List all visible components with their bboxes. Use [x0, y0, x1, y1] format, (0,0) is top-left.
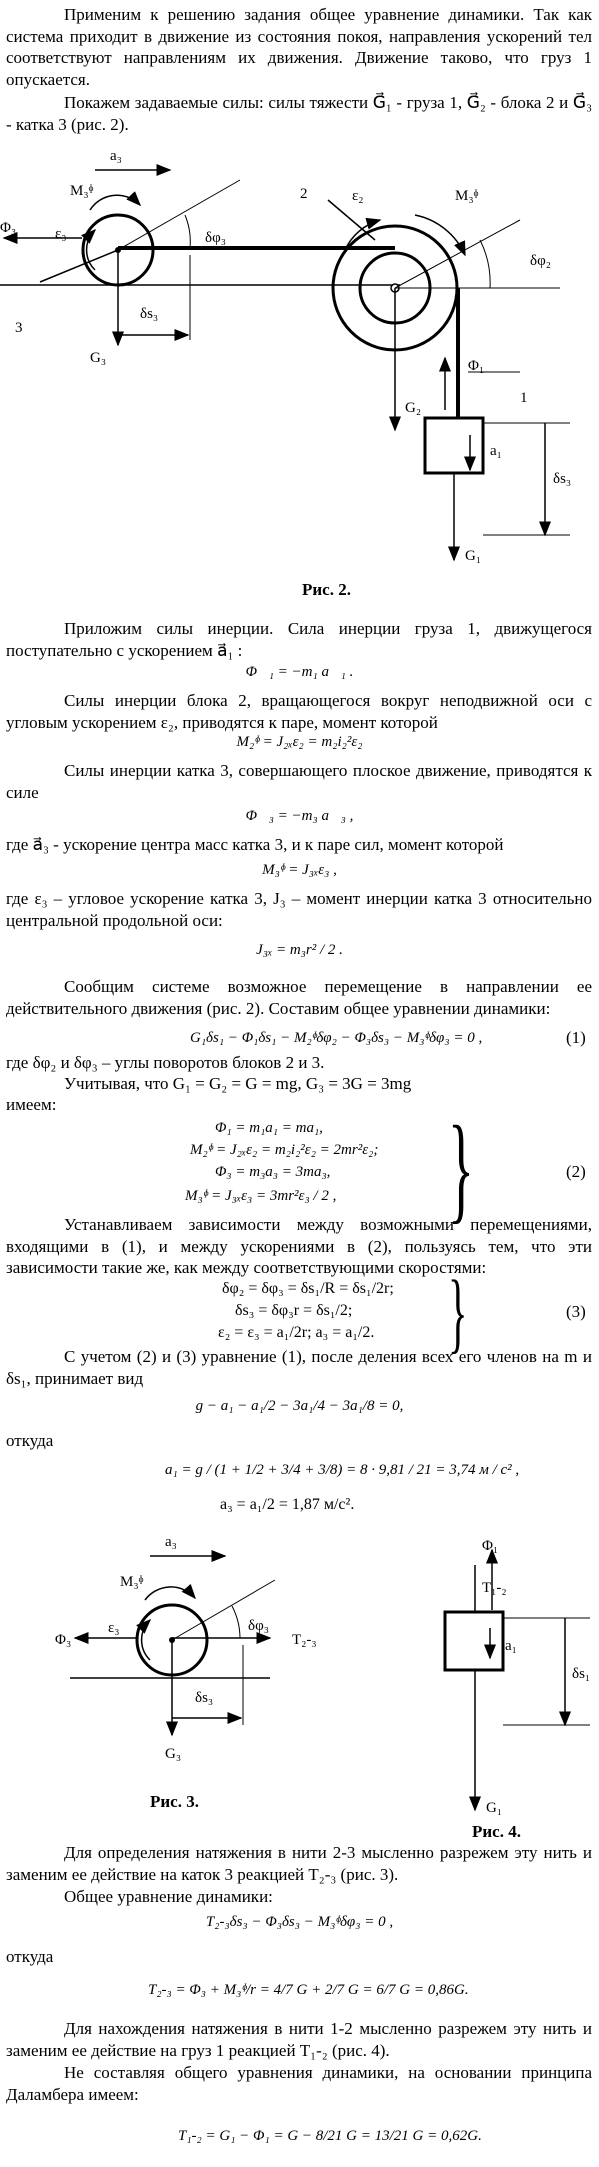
- label-ds1: δs₁: [572, 1666, 591, 1682]
- paragraph: Учитывая, что G₁ = G₂ = G = mg, G₃ = 3G = 3mg: [64, 1074, 412, 1093]
- kinematic-brace: }: [448, 1263, 468, 1362]
- paragraph: где δφ₂ и δφ₃ – углы поворотов блоков 2 и 3.: [6, 1053, 325, 1072]
- equation-reduced: g − a₁ − a₁/2 − 3a₁/4 − 3a₁/8 = 0,: [195, 1398, 404, 1414]
- label-dphi3-fig3: δφ₃: [248, 1618, 269, 1634]
- equation-t23-general: T₂-₃δs₃ − Φ₃δs₃ − M₃ᶲδφ₃ = 0 ,: [205, 1914, 394, 1930]
- label-T23: T₂-₃: [292, 1632, 317, 1648]
- label-G3-fig3: G₃: [165, 1746, 182, 1762]
- figure-2-caption: Рис. 2.: [302, 580, 351, 599]
- system-line-3: Φ₃ = m₃a₃ = 3ma₃,: [215, 1164, 331, 1180]
- paragraph: С учетом (2) и (3) уравнение (1), после деления всех его членов на m и δs₁, принимает вид: [6, 1347, 592, 1388]
- kinematic-line-1: δφ₂ = δφ₃ = δs₁/R = δs₁/2r;: [222, 1280, 394, 1297]
- figure-2-mechanism-diagram: [0, 140, 599, 600]
- paragraph: Сообщим системе возможное перемещение в направлении ее действительного движения (рис. 2). Составим общее уравнении динамики:: [6, 977, 592, 1018]
- equation-a1: a₁ = g / (1 + 1/2 + 3/4 + 3/8) = 8 · 9,81 / 21 = 3,74 м / с² ,: [165, 1462, 520, 1478]
- equation-number-3: (3): [566, 1302, 586, 1321]
- kinematic-line-2: δs₃ = δφ₃r = δs₁/2;: [235, 1302, 353, 1319]
- label-dphi2: δφ₂: [530, 253, 551, 269]
- label-eps3-fig3: ε₃: [108, 1620, 120, 1636]
- label-dphi3: δφ₃: [205, 230, 226, 246]
- label-eps3: ε₃: [55, 226, 67, 242]
- paragraph: Силы инерции катка 3, совершающего плоское движение, приводятся к силе: [6, 761, 592, 802]
- paragraph: где a⃗₃ - ускорение центра масс катка 3, и к паре сил, момент которой: [6, 835, 504, 854]
- system-line-1: Φ₁ = m₁a₁ = ma₁,: [215, 1120, 323, 1136]
- paragraph: Приложим силы инерции. Сила инерции груза 1, движущегося поступательно с ускорением a⃗₁ :: [6, 619, 592, 660]
- label-M3F-fig3: M₃ᶲ: [120, 1574, 144, 1590]
- label-Phi1: Φ₁: [468, 358, 485, 374]
- label-a1: a₁: [490, 443, 502, 459]
- system-brace: }: [448, 1101, 474, 1234]
- label-G3: G₃: [90, 350, 107, 366]
- equation-m2: M₂ᶲ = J₂ₓε₂ = m₂i₂²ε₂: [236, 734, 363, 750]
- paragraph: имеем:: [6, 1095, 57, 1114]
- label-a1-fig4: a₁: [505, 1638, 517, 1654]
- paragraph: Устанавливаем зависимости между возможными перемещениями, входящими в (1), и между ускорениями в (2), пользуясь тем, что эти зависимости такие же, как между соответствующими скоростями:: [6, 1215, 592, 1277]
- label-M3F-right: M₃ᶲ: [455, 188, 479, 204]
- label-Phi3-fig3: Φ₃: [55, 1632, 72, 1648]
- label-ds3-fig3: δs₃: [195, 1690, 214, 1706]
- label-G2: G₂: [405, 400, 422, 416]
- figure-4-caption: Рис. 4.: [472, 1822, 521, 1841]
- equation-general: G₁δs₁ − Φ₁δs₁ − M₂ᶲδφ₂ − Φ₃δs₃ − M₃ᶲδφ₃ = 0 ,: [190, 1030, 483, 1046]
- paragraph: Общее уравнение динамики:: [64, 1887, 273, 1906]
- equation-a3: a₃ = a₁/2 = 1,87 м/с².: [220, 1496, 355, 1513]
- label-ds3-right: δs₃: [553, 471, 572, 487]
- paragraph: Применим к решению задания общее уравнение динамики. Так как система приходит в движение из состояния покоя, направления ускорений тел соответствуют направлениям их движения. Движение таково, что груз 1 опускается.: [6, 5, 592, 89]
- equation-number-1: (1): [566, 1028, 586, 1047]
- label-three: 3: [15, 320, 23, 336]
- label-M3F: M₃ᶲ: [70, 183, 94, 199]
- paragraph: Не составляя общего уравнения динамики, на основании принципа Даламбера имеем:: [6, 2063, 592, 2104]
- paragraph: Силы инерции блока 2, вращающегося вокруг неподвижной оси с угловым ускорением ε₂, приводятся к паре, момент которой: [6, 691, 592, 732]
- system-line-2: M₂ᶲ = J₂ₓε₂ = m₂i₂²ε₂ = 2mr²ε₂;: [190, 1142, 379, 1158]
- label-G1: G₁: [465, 548, 482, 564]
- paragraph: Для определения натяжения в нити 2-3 мысленно разрежем эту нить и заменим ее действие на каток 3 реакцией T₂-₃ (рис. 3).: [6, 1843, 592, 1884]
- equation-t23: T₂-₃ = Φ₃ + M₃ᶲ/r = 4/7 G + 2/7 G = 6/7 G = 0,86G.: [148, 1982, 469, 1998]
- system-line-4: M₃ᶲ = J₃ₓε₃ = 3mr²ε₃ / 2 ,: [185, 1188, 337, 1204]
- label-T12: T₁-₂: [482, 1580, 507, 1596]
- label-one: 1: [520, 390, 528, 406]
- equation-number-2: (2): [566, 1162, 586, 1181]
- paragraph: откуда: [6, 1431, 54, 1450]
- equation-phi3: Φ⃗₃ = −m₃ a⃗₃ ,: [245, 808, 354, 824]
- kinematic-line-3: ε₂ = ε₃ = a₁/2r; a₃ = a₁/2.: [218, 1324, 375, 1341]
- equation-t12: T₁-₂ = G₁ − Φ₁ = G − 8/21 G = 13/21 G = 0,62G.: [178, 2128, 482, 2144]
- paragraph: Покажем задаваемые силы: силы тяжести G⃗₁ - груза 1, G⃗₂ - блока 2 и G⃗₃ - катка 3 (рис. 2).: [6, 93, 592, 134]
- paragraph: где ε₃ – угловое ускорение катка 3, J₃ – момент инерции катка 3 относительно центральной продольной оси:: [6, 889, 592, 930]
- label-a3-fig3: a₃: [165, 1534, 177, 1550]
- label-two: 2: [300, 186, 308, 202]
- equation-phi1: Φ⃗₁ = −m₁ a⃗₁ .: [245, 664, 354, 680]
- label-G1-fig4: G₁: [486, 1800, 503, 1816]
- equation-m3: M₃ᶲ = J₃ₓε₃ ,: [262, 862, 337, 878]
- label-eps2: ε₂: [352, 188, 364, 204]
- paragraph: Для нахождения натяжения в нити 1-2 мысленно разрежем эту нить и заменим ее действие на груз 1 реакцией T₁-₂ (рис. 4).: [6, 2019, 592, 2060]
- label-ds3: δs₃: [140, 306, 159, 322]
- label-Phi3: Φ₃: [0, 220, 17, 236]
- paragraph: откуда: [6, 1947, 54, 1966]
- figures-3-4-diagram: [0, 1520, 599, 1870]
- figure-3-caption: Рис. 3.: [150, 1792, 199, 1811]
- label-a3: a₃: [110, 148, 122, 164]
- equation-j3: J₃ₓ = m₃r² / 2 .: [256, 942, 343, 958]
- label-Phi1-fig4: Φ₁: [482, 1538, 499, 1554]
